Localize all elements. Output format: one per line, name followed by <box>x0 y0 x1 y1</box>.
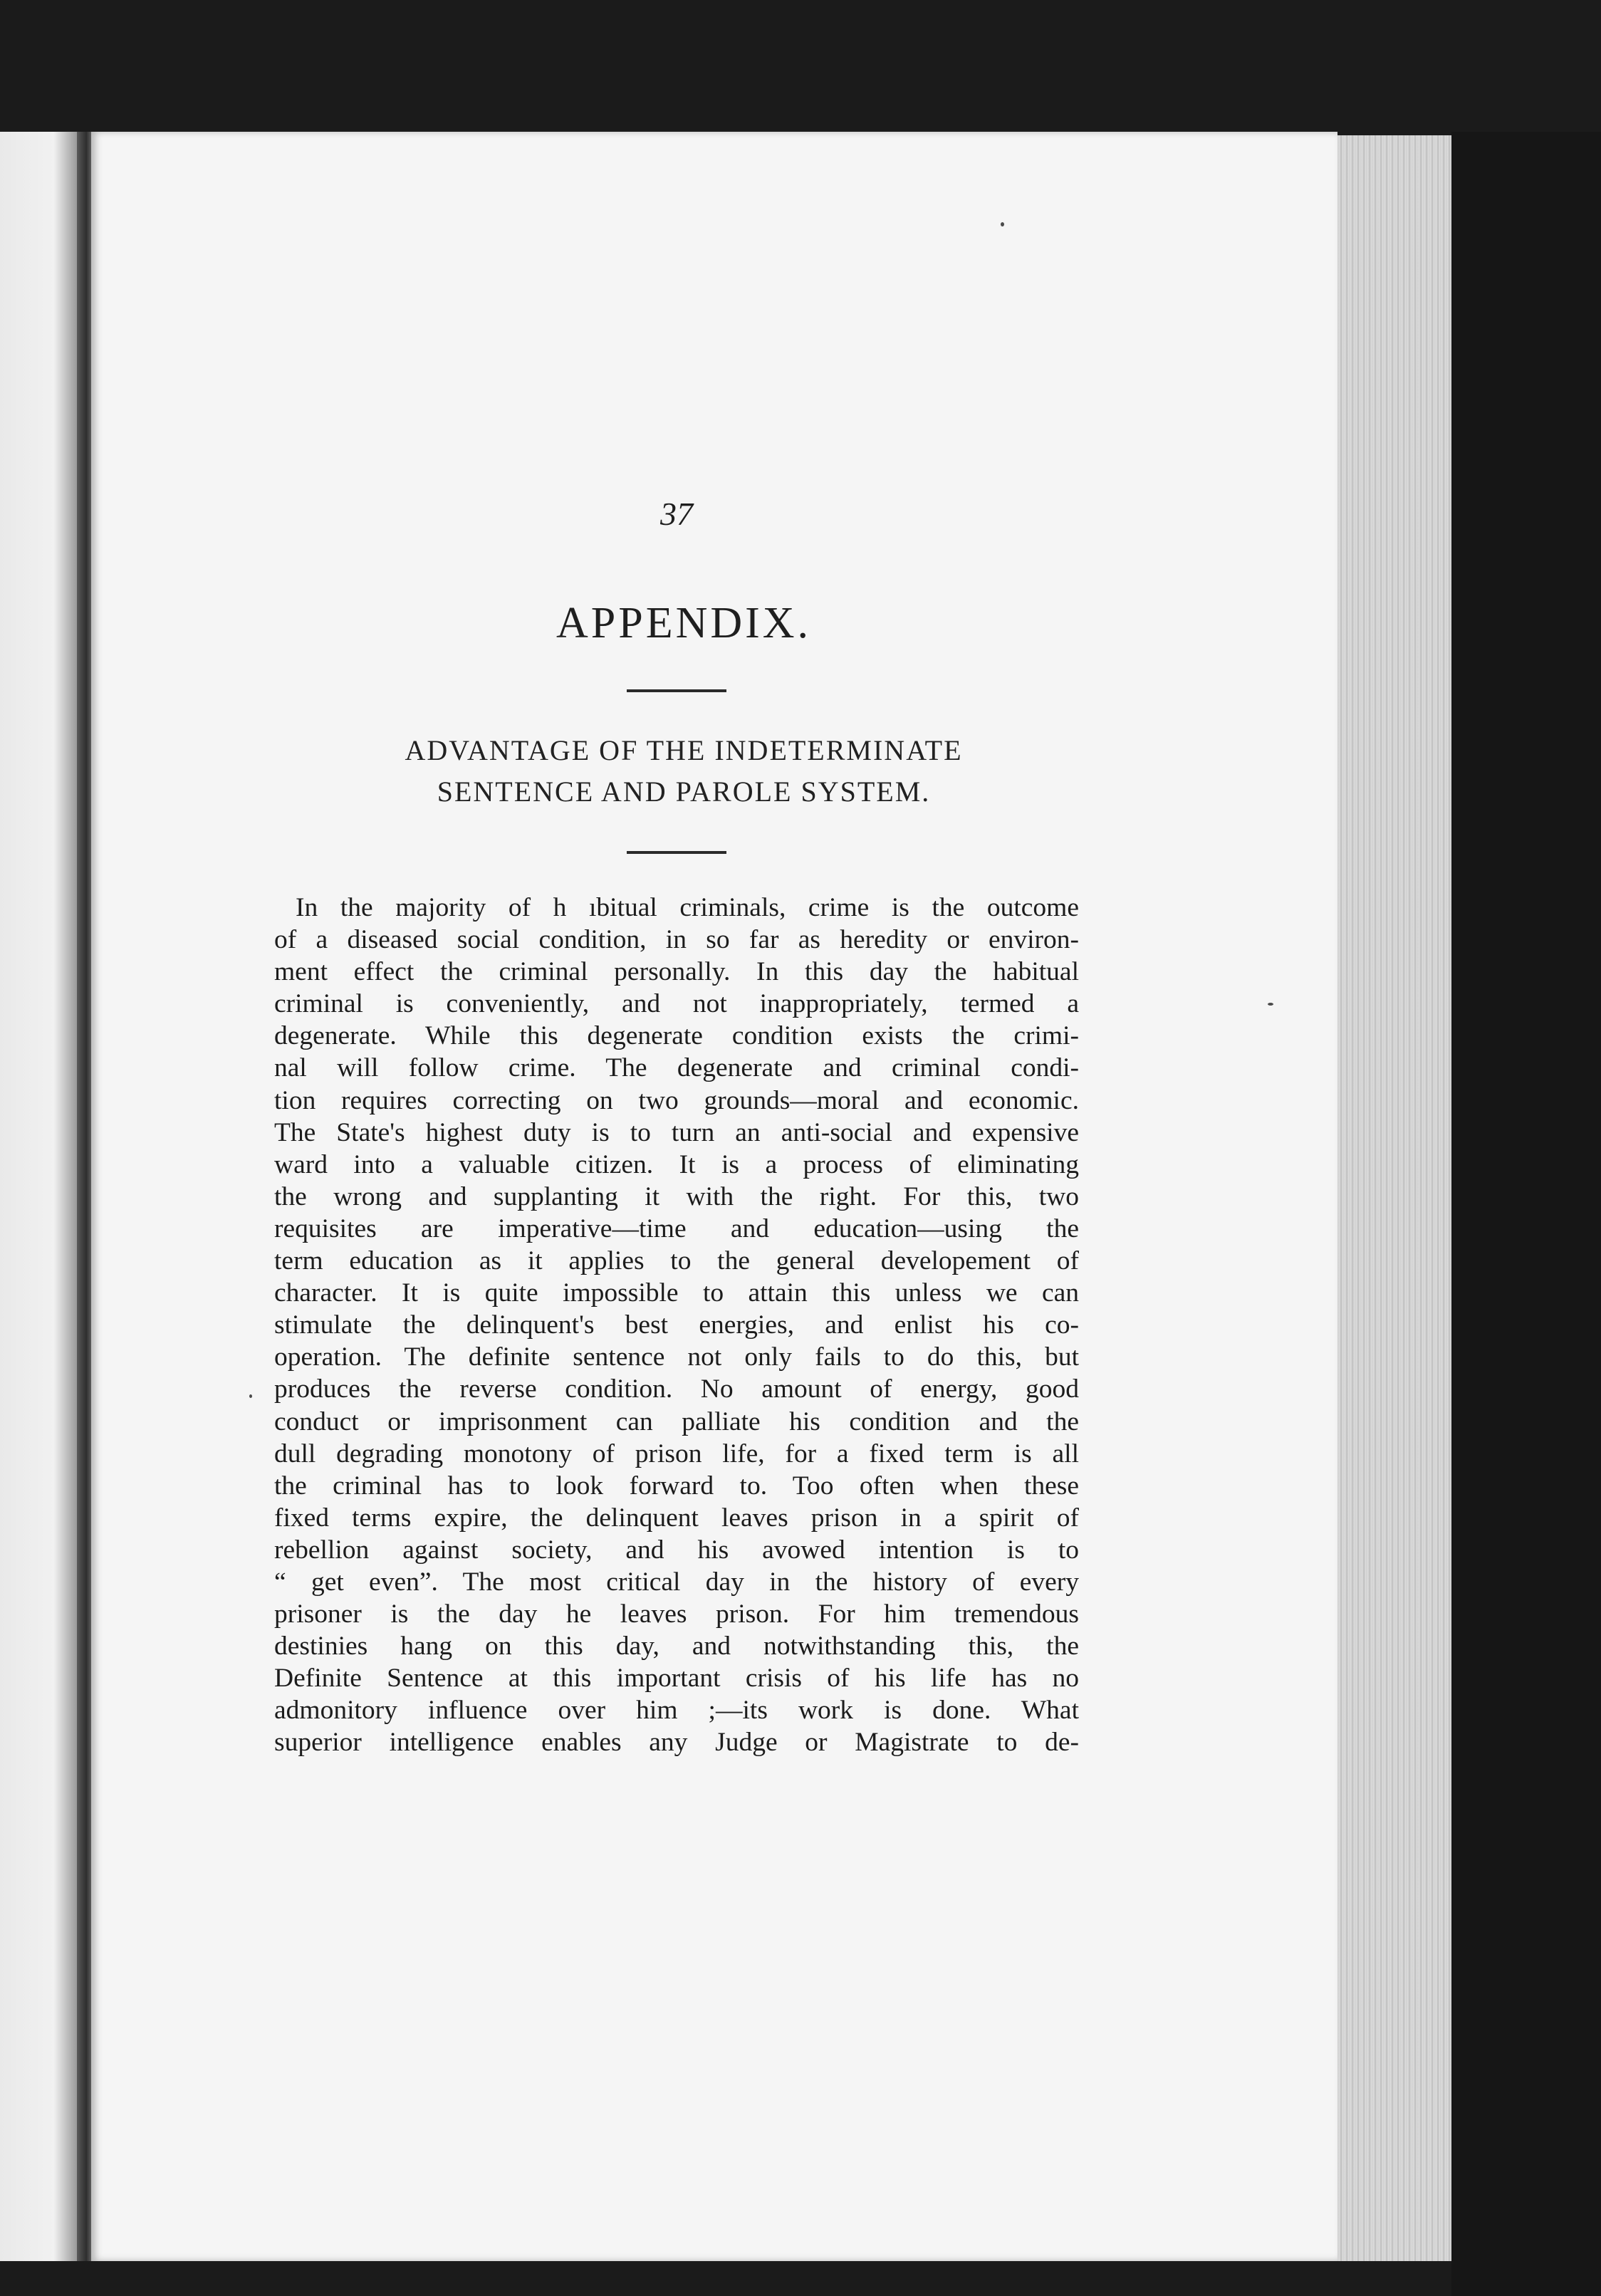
text-line: nal will follow crime. The degenerate and criminal condi- <box>274 1053 1079 1083</box>
scan-speck <box>1001 222 1004 226</box>
text-line: degenerate. While this degenerate condition exists the crimi- <box>274 1021 1079 1051</box>
heading-rule-bottom <box>627 851 726 854</box>
subheading-line: SENTENCE AND PAROLE SYSTEM. <box>437 776 931 808</box>
page-heading: APPENDIX. <box>556 599 812 647</box>
text-line: admonitory influence over him ;—its work is done. What <box>274 1696 1079 1726</box>
book-binding <box>77 132 93 2261</box>
text-line: character. It is quite impossible to attain this unless we can <box>274 1278 1079 1308</box>
subheading-line: ADVANTAGE OF THE INDETERMINATE <box>405 734 963 766</box>
text-line: fixed terms expire, the delinquent leaves prison in a spirit of <box>274 1503 1079 1533</box>
body-paragraph <box>274 892 1079 1759</box>
text-line: term education as it applies to the general developement of <box>274 1246 1079 1276</box>
scan-speck <box>1268 1003 1273 1006</box>
text-line: tion requires correcting on two grounds—moral and economic. <box>274 1085 1079 1115</box>
text-line: conduct or imprisonment can palliate his condition and the <box>274 1407 1079 1436</box>
text-line: operation. The definite sentence not only fails to do this, but <box>274 1342 1079 1372</box>
text-line: destinies hang on this day, and notwithstanding this, the <box>274 1632 1079 1661</box>
text-line: rebellion against society, and his avowed intention is to <box>274 1535 1079 1565</box>
text-line: The State's highest duty is to turn an anti-social and expensive <box>274 1117 1079 1147</box>
text-line: of a diseased social condition, in so far as heredity or environ- <box>274 925 1079 955</box>
text-line: the wrong and supplanting it with the right. For this, two <box>274 1181 1079 1211</box>
previous-page-edge <box>0 132 77 2261</box>
heading-rule-top <box>627 689 726 692</box>
text-line: superior intelligence enables any Judge or Magistrate to de- <box>274 1728 1079 1758</box>
text-line: prisoner is the day he leaves prison. For him tremendous <box>274 1600 1079 1629</box>
text-line: In the majority of h ıbitual criminals, crime is the outcome <box>296 893 1079 922</box>
scan-background-right <box>1451 132 1601 2296</box>
text-line: requisites are imperative—time and education—using the <box>274 1214 1079 1243</box>
text-line: Definite Sentence at this important crisis of his life has no <box>274 1664 1079 1694</box>
text-line: “ get even”. The most critical day in the history of every <box>274 1567 1079 1597</box>
text-line: dull degrading monotony of prison life, for a fixed term is all <box>274 1439 1079 1468</box>
scan-speck <box>249 1394 252 1398</box>
text-line: produces the reverse condition. No amount of energy, good <box>274 1374 1079 1404</box>
text-line: the criminal has to look forward to. Too often when these <box>274 1471 1079 1501</box>
text-line: criminal is conveniently, and not inappropriately, termed a <box>274 989 1079 1019</box>
page-stack-edge <box>1337 135 1451 2261</box>
text-line: ment effect the criminal personally. In this day the habitual <box>274 957 1079 987</box>
section-subheading <box>0 730 1339 813</box>
text-line: stimulate the delinquent's best energies, and enlist his co- <box>274 1310 1079 1340</box>
text-line: ward into a valuable citizen. It is a process of eliminating <box>274 1149 1079 1179</box>
page-number: 37 <box>660 496 693 532</box>
